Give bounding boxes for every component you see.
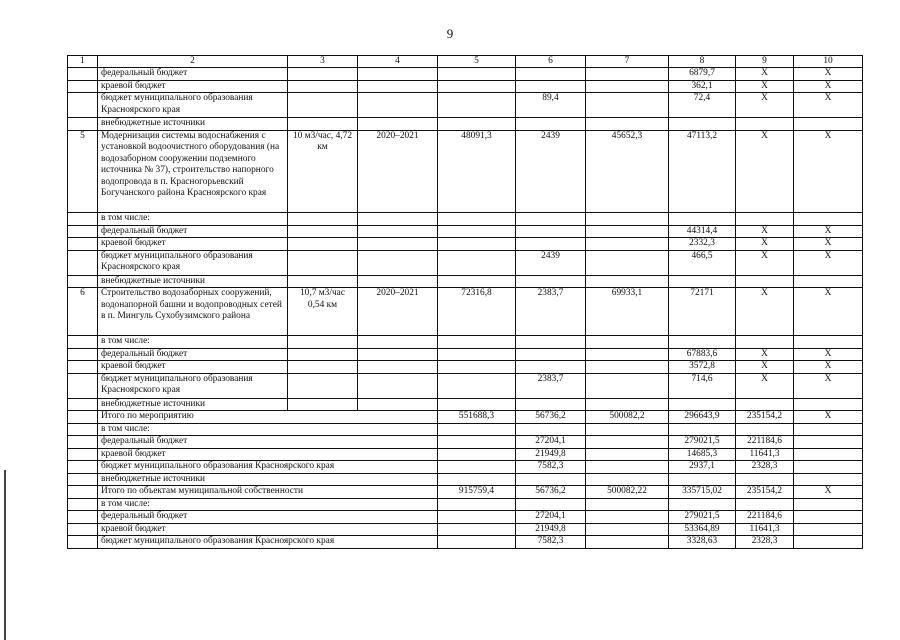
- header-cell: 9: [736, 56, 794, 68]
- table-row: [68, 398, 863, 411]
- table-cell: [68, 250, 98, 275]
- table-cell: [438, 118, 516, 131]
- table-row: [68, 361, 863, 374]
- table-cell: [438, 213, 516, 226]
- table-cell: [586, 361, 669, 374]
- table-cell: X: [794, 348, 863, 361]
- table-cell: [438, 511, 516, 524]
- table-cell: X: [736, 361, 794, 374]
- table-cell: [794, 118, 863, 131]
- table-cell: краевой бюджет: [98, 80, 288, 93]
- table-cell: X: [794, 93, 863, 118]
- table-cell: 21949,8: [516, 448, 586, 461]
- table-cell: [358, 348, 438, 361]
- table-row: [68, 486, 863, 499]
- table-cell: 14685,3: [669, 448, 736, 461]
- table-cell: [68, 348, 98, 361]
- table-cell: [288, 213, 358, 226]
- table-cell: [358, 275, 438, 288]
- table-cell: X: [736, 68, 794, 81]
- table-cell: 27204,1: [516, 436, 586, 449]
- table-cell: [586, 93, 669, 118]
- table-cell: 27204,1: [516, 511, 586, 524]
- table-cell: 48091,3: [438, 130, 516, 213]
- table-cell: [794, 423, 863, 436]
- table-cell: [358, 93, 438, 118]
- table-cell: [288, 93, 358, 118]
- table-cell: [358, 238, 438, 251]
- table-cell: [68, 118, 98, 131]
- table-cell: X: [736, 250, 794, 275]
- table-cell: [586, 473, 669, 486]
- table-cell: [68, 511, 98, 524]
- table-cell: X: [736, 80, 794, 93]
- table-cell: [288, 275, 358, 288]
- table-cell: 44314,4: [669, 225, 736, 238]
- table-cell: бюджет муниципального образования Красноярского края: [98, 536, 438, 549]
- table-cell: [68, 536, 98, 549]
- table-cell: [288, 68, 358, 81]
- table-cell: [586, 511, 669, 524]
- table-cell: [586, 336, 669, 349]
- table-row: [68, 238, 863, 251]
- table-cell: 296643,9: [669, 411, 736, 424]
- table-cell: бюджет муниципального образования Красноярского края: [98, 93, 288, 118]
- table-cell: Модернизация системы водоснабжения с установкой водоочистного оборудования (на водозаборном сооружении подземного источника № 37), строительство напорного водопровода в п. Красногорьевский Богучанского района Красноярского края: [98, 130, 288, 213]
- table-cell: [288, 336, 358, 349]
- table-cell: [68, 423, 98, 436]
- table-cell: 2383,7: [516, 288, 586, 336]
- table-row: [68, 336, 863, 349]
- table-cell: 279021,5: [669, 436, 736, 449]
- table-cell: 53364,89: [669, 523, 736, 536]
- header-cell: 6: [516, 56, 586, 68]
- table-cell: [68, 398, 98, 411]
- table-cell: X: [794, 80, 863, 93]
- table-cell: 466,5: [669, 250, 736, 275]
- table-cell: X: [794, 225, 863, 238]
- table-cell: [736, 118, 794, 131]
- table-cell: [438, 348, 516, 361]
- table-cell: [736, 398, 794, 411]
- table-cell: бюджет муниципального образования Красноярского края: [98, 250, 288, 275]
- table-cell: [516, 238, 586, 251]
- table-cell: X: [794, 250, 863, 275]
- table-cell: внебюджетные источники: [98, 398, 288, 411]
- table-cell: [68, 461, 98, 474]
- table-cell: [669, 118, 736, 131]
- table-cell: [794, 473, 863, 486]
- table-cell: 221184,6: [736, 511, 794, 524]
- table-cell: 2332,3: [669, 238, 736, 251]
- table-cell: [736, 498, 794, 511]
- table-cell: Итого по объектам муниципальной собственности: [98, 486, 438, 499]
- table-cell: [586, 238, 669, 251]
- table-cell: X: [794, 68, 863, 81]
- table-cell: бюджет муниципального образования Красноярского края: [98, 373, 288, 398]
- table-cell: 6879,7: [669, 68, 736, 81]
- table-cell: [438, 461, 516, 474]
- table-cell: [516, 225, 586, 238]
- table-row: [68, 473, 863, 486]
- header-cell: 2: [98, 56, 288, 68]
- table-cell: [516, 361, 586, 374]
- table-cell: X: [794, 238, 863, 251]
- table-cell: 72316,8: [438, 288, 516, 336]
- table-cell: [288, 118, 358, 131]
- table-cell: [794, 461, 863, 474]
- table-cell: 500082,22: [586, 486, 669, 499]
- table-cell: [68, 498, 98, 511]
- table-cell: [68, 68, 98, 81]
- table-cell: [68, 225, 98, 238]
- table-cell: [68, 373, 98, 398]
- table-cell: [586, 398, 669, 411]
- table-cell: [438, 336, 516, 349]
- table-cell: X: [736, 373, 794, 398]
- table-cell: [68, 275, 98, 288]
- table-cell: [516, 68, 586, 81]
- table-cell: в том числе:: [98, 336, 288, 349]
- table-cell: X: [736, 348, 794, 361]
- table-row: [68, 411, 863, 424]
- table-cell: федеральный бюджет: [98, 348, 288, 361]
- header-cell: 7: [586, 56, 669, 68]
- table-cell: [516, 275, 586, 288]
- table-cell: [358, 213, 438, 226]
- table-cell: X: [794, 361, 863, 374]
- table-cell: [438, 250, 516, 275]
- table-cell: 3572,8: [669, 361, 736, 374]
- table-cell: [586, 213, 669, 226]
- table-cell: [288, 238, 358, 251]
- table-cell: 47113,2: [669, 130, 736, 213]
- table-cell: X: [794, 288, 863, 336]
- table-cell: [794, 336, 863, 349]
- header-cell: 8: [669, 56, 736, 68]
- table-cell: в том числе:: [98, 213, 288, 226]
- table-cell: [736, 213, 794, 226]
- table-row: [68, 373, 863, 398]
- table-cell: 11641,3: [736, 448, 794, 461]
- table-cell: [586, 68, 669, 81]
- table-row: [68, 511, 863, 524]
- table-cell: [794, 498, 863, 511]
- table-cell: 335715,02: [669, 486, 736, 499]
- table-cell: [68, 523, 98, 536]
- header-cell: 10: [794, 56, 863, 68]
- table-cell: [288, 225, 358, 238]
- table-body: [68, 68, 863, 549]
- table-row: [68, 80, 863, 93]
- table-cell: [669, 498, 736, 511]
- table-cell: внебюджетные источники: [98, 473, 438, 486]
- table-cell: [438, 275, 516, 288]
- table-row: [68, 536, 863, 549]
- table-cell: 5: [68, 130, 98, 213]
- table-cell: [736, 336, 794, 349]
- table-cell: 10 м3/час, 4,72 км: [288, 130, 358, 213]
- table-cell: 2439: [516, 250, 586, 275]
- table-cell: [586, 536, 669, 549]
- table-row: [68, 118, 863, 131]
- table-cell: [358, 68, 438, 81]
- table-cell: [736, 423, 794, 436]
- table-cell: 2020–2021: [358, 288, 438, 336]
- table-cell: [586, 436, 669, 449]
- table-cell: [358, 225, 438, 238]
- table-cell: [438, 68, 516, 81]
- table-cell: [516, 213, 586, 226]
- table-cell: [358, 398, 438, 411]
- table-cell: [669, 275, 736, 288]
- table-cell: X: [794, 373, 863, 398]
- table-cell: [68, 80, 98, 93]
- table-row: [68, 461, 863, 474]
- table-cell: краевой бюджет: [98, 448, 438, 461]
- table-cell: внебюджетные источники: [98, 118, 288, 131]
- table-cell: [288, 398, 358, 411]
- table-cell: 7582,3: [516, 461, 586, 474]
- table-cell: [438, 436, 516, 449]
- table-cell: X: [794, 486, 863, 499]
- table-cell: краевой бюджет: [98, 523, 438, 536]
- table-cell: [516, 118, 586, 131]
- table-cell: 551688,3: [438, 411, 516, 424]
- table-row: [68, 348, 863, 361]
- table-cell: [438, 536, 516, 549]
- table-cell: краевой бюджет: [98, 238, 288, 251]
- table-cell: [586, 498, 669, 511]
- table-cell: [68, 473, 98, 486]
- table-cell: 11641,3: [736, 523, 794, 536]
- table-cell: [438, 498, 516, 511]
- table-cell: X: [794, 411, 863, 424]
- table-cell: [516, 398, 586, 411]
- table-cell: X: [736, 288, 794, 336]
- table-cell: [358, 373, 438, 398]
- table-cell: X: [736, 238, 794, 251]
- table-cell: 45652,3: [586, 130, 669, 213]
- header-cell: 3: [288, 56, 358, 68]
- table-cell: [794, 448, 863, 461]
- table-cell: [438, 473, 516, 486]
- table-cell: [794, 398, 863, 411]
- table-cell: 221184,6: [736, 436, 794, 449]
- table-cell: [586, 461, 669, 474]
- table-cell: [438, 423, 516, 436]
- table-row: [68, 250, 863, 275]
- table-cell: [288, 361, 358, 374]
- table-cell: [68, 93, 98, 118]
- table-cell: [586, 118, 669, 131]
- table-cell: 72171: [669, 288, 736, 336]
- table-cell: [794, 436, 863, 449]
- table-cell: 235154,2: [736, 486, 794, 499]
- table-cell: 915759,4: [438, 486, 516, 499]
- table-cell: [358, 250, 438, 275]
- table-cell: [794, 213, 863, 226]
- table-cell: 2383,7: [516, 373, 586, 398]
- table-cell: [438, 80, 516, 93]
- table-cell: [586, 250, 669, 275]
- table-cell: 67883,6: [669, 348, 736, 361]
- table-cell: [438, 93, 516, 118]
- table-cell: [516, 423, 586, 436]
- budget-table: [67, 55, 863, 549]
- table-row: [68, 523, 863, 536]
- table-cell: 21949,8: [516, 523, 586, 536]
- table-cell: бюджет муниципального образования Красноярского края: [98, 461, 438, 474]
- table-cell: 56736,2: [516, 411, 586, 424]
- table-cell: [794, 523, 863, 536]
- table-cell: 89,4: [516, 93, 586, 118]
- table-cell: [586, 423, 669, 436]
- table-cell: [68, 361, 98, 374]
- table-cell: [438, 361, 516, 374]
- table-cell: [669, 473, 736, 486]
- table-cell: [516, 348, 586, 361]
- table-row: [68, 130, 863, 213]
- table-cell: 2328,3: [736, 461, 794, 474]
- table-cell: [516, 336, 586, 349]
- table-cell: [586, 275, 669, 288]
- table-cell: [794, 275, 863, 288]
- table-cell: краевой бюджет: [98, 361, 288, 374]
- table-cell: [438, 448, 516, 461]
- table-cell: [358, 118, 438, 131]
- table-cell: [438, 373, 516, 398]
- table-cell: 500082,2: [586, 411, 669, 424]
- table-cell: 2439: [516, 130, 586, 213]
- table-cell: [438, 238, 516, 251]
- table-cell: [794, 511, 863, 524]
- table-cell: 714,6: [669, 373, 736, 398]
- table-cell: [358, 80, 438, 93]
- table-cell: 2020–2021: [358, 130, 438, 213]
- table-cell: [288, 373, 358, 398]
- table-cell: 6: [68, 288, 98, 336]
- table-row: [68, 93, 863, 118]
- table-cell: [68, 436, 98, 449]
- table-row: [68, 423, 863, 436]
- table-cell: 2937,1: [669, 461, 736, 474]
- table-cell: 362,1: [669, 80, 736, 93]
- table-cell: [68, 213, 98, 226]
- table-cell: [736, 275, 794, 288]
- table-cell: [438, 225, 516, 238]
- table-row: [68, 436, 863, 449]
- table-cell: в том числе:: [98, 423, 438, 436]
- table-cell: федеральный бюджет: [98, 511, 438, 524]
- table-cell: [586, 523, 669, 536]
- table-cell: федеральный бюджет: [98, 225, 288, 238]
- table-row: [68, 448, 863, 461]
- table-cell: [358, 336, 438, 349]
- table-cell: [794, 536, 863, 549]
- table-row: [68, 288, 863, 336]
- table-cell: [68, 238, 98, 251]
- table-cell: [68, 411, 98, 424]
- table-cell: [669, 213, 736, 226]
- header-row: [68, 56, 863, 68]
- table-cell: X: [736, 130, 794, 213]
- table-cell: [68, 486, 98, 499]
- table-cell: [516, 473, 586, 486]
- table-cell: [586, 225, 669, 238]
- table-row: [68, 275, 863, 288]
- table-cell: [516, 498, 586, 511]
- table-cell: [438, 398, 516, 411]
- table-cell: 2328,3: [736, 536, 794, 549]
- page-number: 9: [446, 26, 454, 41]
- header-cell: 5: [438, 56, 516, 68]
- table-cell: 279021,5: [669, 511, 736, 524]
- table-cell: X: [736, 225, 794, 238]
- table-cell: [438, 523, 516, 536]
- table-cell: [586, 80, 669, 93]
- header-cell: 1: [68, 56, 98, 68]
- table-cell: 69933,1: [586, 288, 669, 336]
- table-cell: федеральный бюджет: [98, 68, 288, 81]
- table-cell: 235154,2: [736, 411, 794, 424]
- table-cell: [288, 348, 358, 361]
- table-cell: [516, 80, 586, 93]
- table-row: [68, 225, 863, 238]
- table-cell: в том числе:: [98, 498, 438, 511]
- table-cell: 7582,3: [516, 536, 586, 549]
- table-cell: Итого по мероприятию: [98, 411, 438, 424]
- table-cell: Строительство водозаборных сооружений, водонапорной башни и водопроводных сетей в п. Мингуль Сухобузимского района: [98, 288, 288, 336]
- table-cell: [586, 348, 669, 361]
- table-cell: федеральный бюджет: [98, 436, 438, 449]
- table-cell: X: [794, 130, 863, 213]
- table-row: [68, 68, 863, 81]
- table-cell: 10,7 м3/час 0,54 км: [288, 288, 358, 336]
- table-cell: [586, 448, 669, 461]
- table-cell: [669, 423, 736, 436]
- table-cell: [669, 336, 736, 349]
- table-cell: [68, 336, 98, 349]
- table-cell: внебюджетные источники: [98, 275, 288, 288]
- table-row: [68, 213, 863, 226]
- table-cell: [288, 250, 358, 275]
- scan-edge-line: [4, 470, 6, 640]
- table-cell: 72,4: [669, 93, 736, 118]
- table-cell: 56736,2: [516, 486, 586, 499]
- table-cell: [68, 448, 98, 461]
- table-row: [68, 498, 863, 511]
- table-cell: [586, 373, 669, 398]
- table-cell: X: [736, 93, 794, 118]
- table-cell: [358, 361, 438, 374]
- table-cell: [736, 473, 794, 486]
- table-cell: [669, 398, 736, 411]
- table-cell: 3328,63: [669, 536, 736, 549]
- header-cell: 4: [358, 56, 438, 68]
- table-cell: [288, 80, 358, 93]
